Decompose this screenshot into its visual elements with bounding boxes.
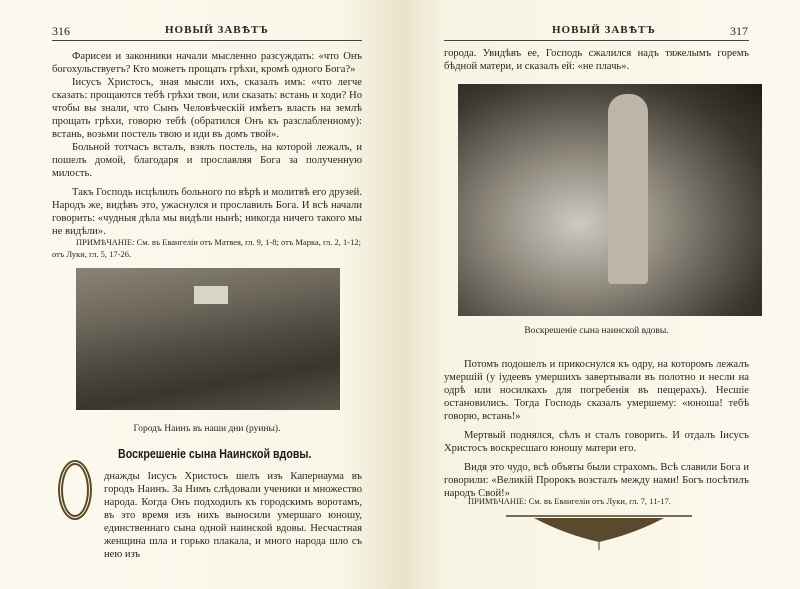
tailpiece-ornament [504, 512, 694, 552]
body-text [52, 50, 362, 238]
running-head: НОВЫЙ ЗАВѢТЪ [165, 24, 269, 36]
header-rule [444, 40, 749, 41]
drop-cap-ornament [58, 460, 92, 520]
header-rule [52, 40, 362, 41]
footnote: ПРИМѢЧАНІЕ: См. въ Евангеліи отъ Луки, гл. 7, 11-17. [468, 496, 671, 506]
photo-caption: Городъ Наинъ въ наши дни (руины). [133, 424, 281, 434]
paragraph: Больной тотчасъ всталъ, взялъ постель, на которой лежалъ, и пошелъ домой, благодаря и прославляя Бога за полученную милость. [52, 142, 362, 179]
right-page [400, 0, 800, 589]
page-number: 316 [52, 24, 70, 38]
footnote: ПРИМѢЧАНІЕ: См. въ Евангеліи отъ Матвея, гл. 9, 1-8; отъ Марка, гл. 2, 1-12; отъ Луки, гл. 5, 17-26. [52, 237, 361, 259]
paragraph: Іисусъ Христосъ, зная мысли ихъ, сказалъ имъ: «что легче сказать: прощаются тебѣ грѣхи твои, или сказать: встань и ходи? Но чтобы вы знали, что Сынъ Человѣческій имѣетъ власть на землѣ прощать грѣхи, говорю тебѣ (обратился Онъ къ разслабленному): встань, возьми постель твою и иди въ домъ твой». [52, 77, 362, 140]
christ-figure [608, 94, 648, 284]
paragraph: Фарисеи и законники начали мысленно разсуждать: «что Онъ богохульствуетъ? Кто можетъ прощать грѣхи, кромѣ одного Бога?» [52, 51, 362, 75]
running-head: НОВЫЙ ЗАВѢТЪ [552, 24, 656, 36]
ruins-photo [76, 268, 340, 410]
resurrection-illustration [458, 84, 762, 316]
section-title: Воскрешеніе сына Наинской вдовы. [118, 446, 312, 461]
paragraph: Мертвый поднялся, сѣлъ и сталъ говорить. И отдалъ Іисусъ Христосъ воскресшаго юношу матери его. [444, 430, 749, 454]
paragraph: Видя это чудо, всѣ объяты были страхомъ. Всѣ славили Бога и говорили: «Великій Пророкъ возсталъ между нами! Богъ посѣтилъ народъ Свой!» [444, 462, 749, 499]
illustration-caption: Воскрешеніе сына наинской вдовы. [524, 326, 669, 336]
page-number: 317 [730, 24, 748, 38]
paragraph: Потомъ подошелъ и прикоснулся къ одру, на которомъ лежалъ умершій (у іудеевъ умершихъ завертывали въ полотно и несли на одрѣ или носилкахъ для погребенія въ пещерахъ). Несшіе остановились. Тогда Господь сказалъ умершему: «юноша! тебѣ говорю, встань!» [444, 359, 749, 422]
section-text: днажды Іисусъ Христосъ шелъ изъ Капернаума въ городъ Наинъ. За Нимъ слѣдовали ученики и множество народа. Когда Онъ подходилъ къ городскимъ воротамъ, въ это время изъ нихъ выносили умершаго юношу, единственнаго сына одной наинской вдовы. Несчастная женщина шла и горько плакала, и много народа шло съ нею изъ [104, 471, 362, 560]
top-text: города. Увидѣвъ ее, Господь сжалился надъ тяжелымъ горемъ бѣдной матери, и сказалъ ей: «не плачь». [444, 48, 749, 72]
paragraph: Такъ Господь исцѣлилъ больного по вѣрѣ и молитвѣ его друзей. Народъ же, видѣвъ это, ужаснулся и прославилъ Бога. И всѣ начали говорить: «чудныя дѣла мы видѣли нынѣ; никогда ничего такого мы не видѣли». [52, 187, 362, 237]
section-text-wrap [104, 470, 362, 560]
body-text [444, 358, 749, 500]
building [194, 286, 228, 304]
